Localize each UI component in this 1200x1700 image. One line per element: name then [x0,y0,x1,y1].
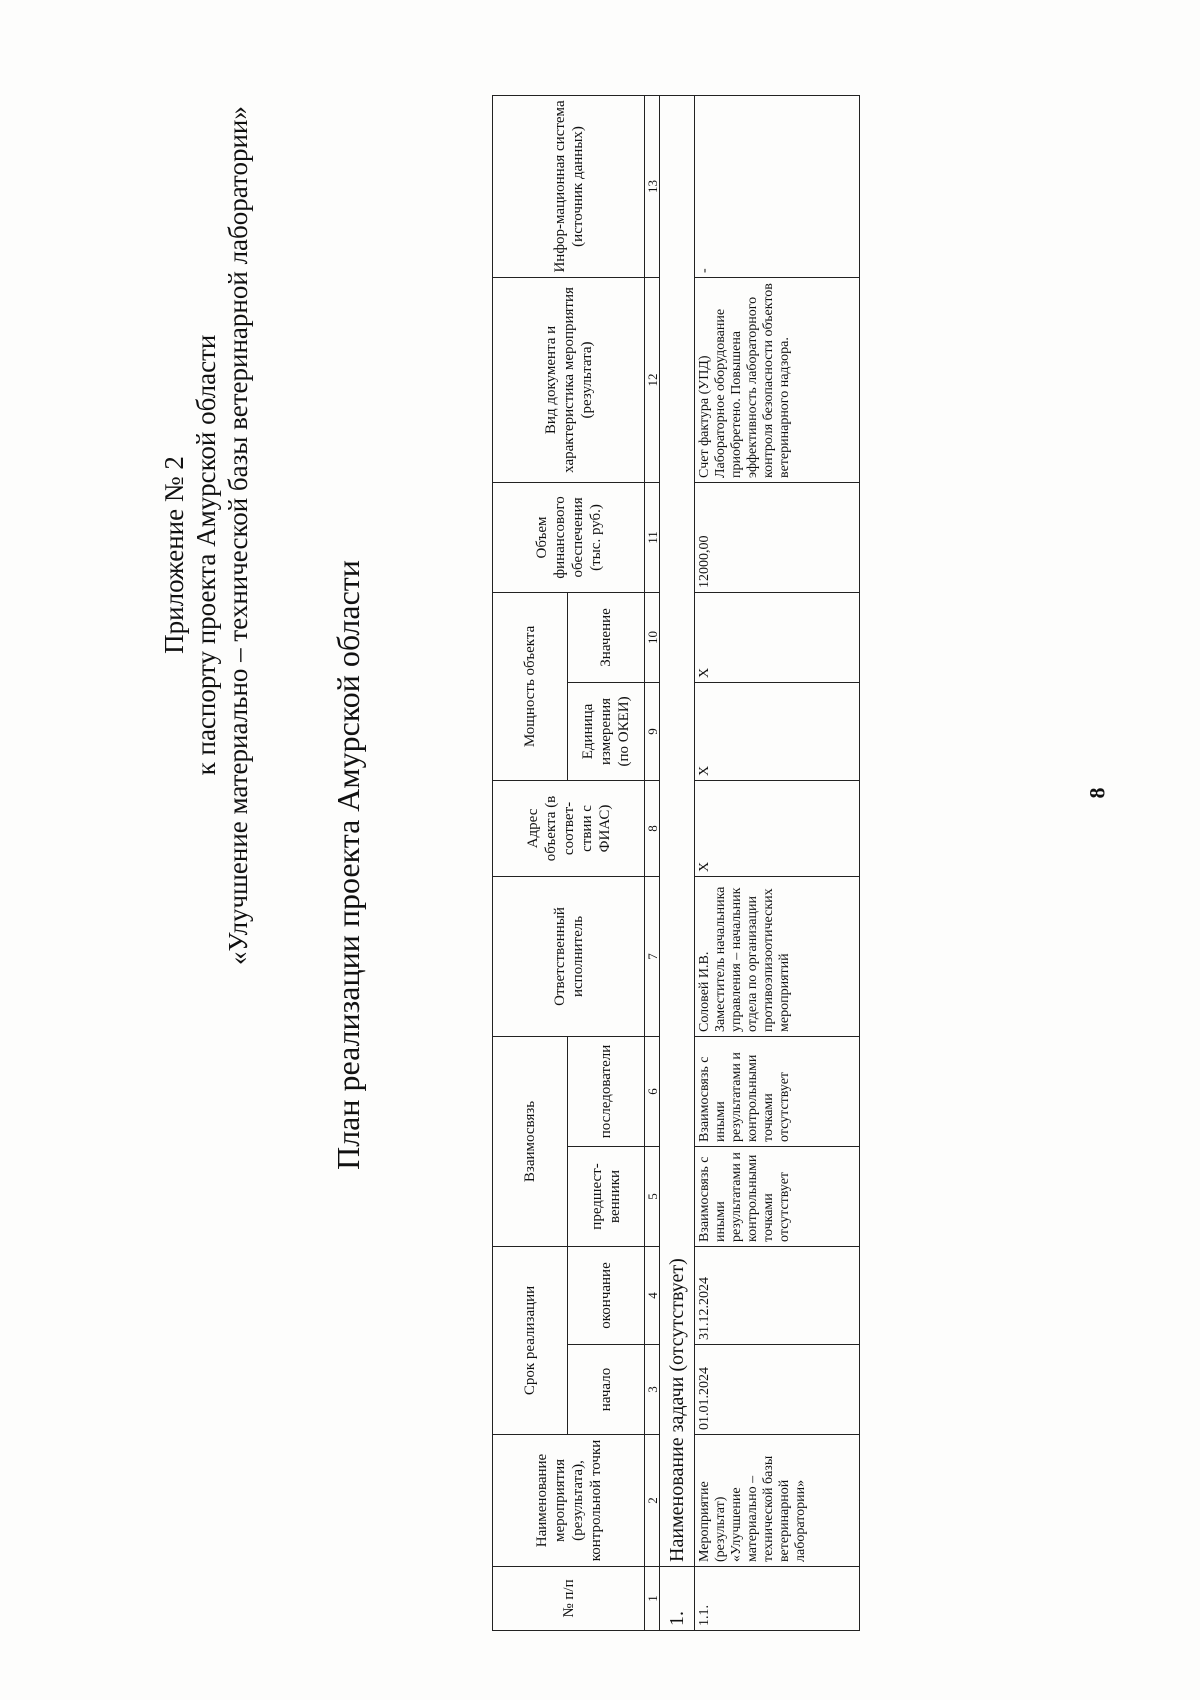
column-number: 8 [645,780,660,876]
col-header-capacity-unit: Единица измерения (по ОКЕИ) [568,682,645,780]
capacity-value: X [695,592,860,682]
column-number: 12 [645,277,660,482]
capacity-unit: X [695,682,860,780]
col-header-link-pred: предшест-венники [568,1146,645,1246]
info-system: - [695,95,860,277]
page-number: 8 [1084,787,1110,799]
responsible-person: Соловей И.В. Заместитель начальника управления – начальник отдела по организации противоэпизоотических мероприятий [695,876,860,1036]
task-row [660,95,695,1630]
col-header-num: № п/п [493,1567,645,1631]
task-number: 1. [660,1567,695,1631]
appendix-subtitle: к паспорту проекта Амурской области [191,334,221,776]
col-header-capacity-value: Значение [568,592,645,682]
end-date: 31.12.2024 [695,1246,860,1344]
column-numbers-row [645,95,660,1630]
project-name: «Улучшение материально – технической базы ветеринарной лаборатории» [223,106,253,965]
task-name: Наименование задачи (отсутствует) [660,95,695,1566]
implementation-plan-table [492,95,860,1631]
column-number: 13 [645,95,660,277]
col-header-term-start: начало [568,1345,645,1435]
column-number: 9 [645,682,660,780]
column-number: 6 [645,1036,660,1146]
col-header-term: Срок реализации [493,1246,568,1434]
column-number: 7 [645,876,660,1036]
appendix-number: Приложение № 2 [159,456,189,654]
col-header-funding: Объем финансового обеспечения (тыс. руб.) [493,482,645,592]
col-header-link: Взаимосвязь [493,1036,568,1246]
col-header-infosys: Инфор-мационная система (источник данных) [493,95,645,277]
col-header-term-end: окончание [568,1246,645,1344]
activity-name: Мероприятие (результат) «Улучшение материально – технической базы ветеринарной лаборатории» [695,1435,860,1567]
col-header-responsible: Ответственный исполнитель [493,876,645,1036]
funding-amount: 12000,00 [695,482,860,592]
document-description: Счет фактура (УПД) Лабораторное оборудование приобретено. Повышена эффективность лабораторного контроля безопасности объектов ветеринарного надзора. [695,277,860,482]
row-number: 1.1. [695,1567,860,1631]
col-header-address: Адрес объекта (в соответ-ствии с ФИАС) [493,780,645,876]
column-number: 11 [645,482,660,592]
column-number: 3 [645,1345,660,1435]
col-header-capacity: Мощность объекта [493,592,568,780]
start-date: 01.01.2024 [695,1345,860,1435]
plan-title: План реализации проекта Амурской области [330,560,366,1170]
document-heading [158,106,254,965]
landscape-sheet [100,85,1100,1645]
table-row [695,95,860,1630]
column-number: 5 [645,1146,660,1246]
object-address: X [695,780,860,876]
col-header-name: Наименование мероприятия (результата), контрольной точки [493,1435,645,1567]
col-header-link-succ: последователи [568,1036,645,1146]
column-number: 4 [645,1246,660,1344]
predecessors: Взаимосвязь с иными результатами и контрольными точками отсутствует [695,1146,860,1246]
successors: Взаимосвязь с иными результатами и контрольными точками отсутствует [695,1036,860,1146]
column-number: 10 [645,592,660,682]
column-number: 1 [645,1567,660,1631]
column-number: 2 [645,1435,660,1567]
header-row-main [493,95,568,1630]
col-header-doc: Вид документа и характеристика мероприятия (результата) [493,277,645,482]
